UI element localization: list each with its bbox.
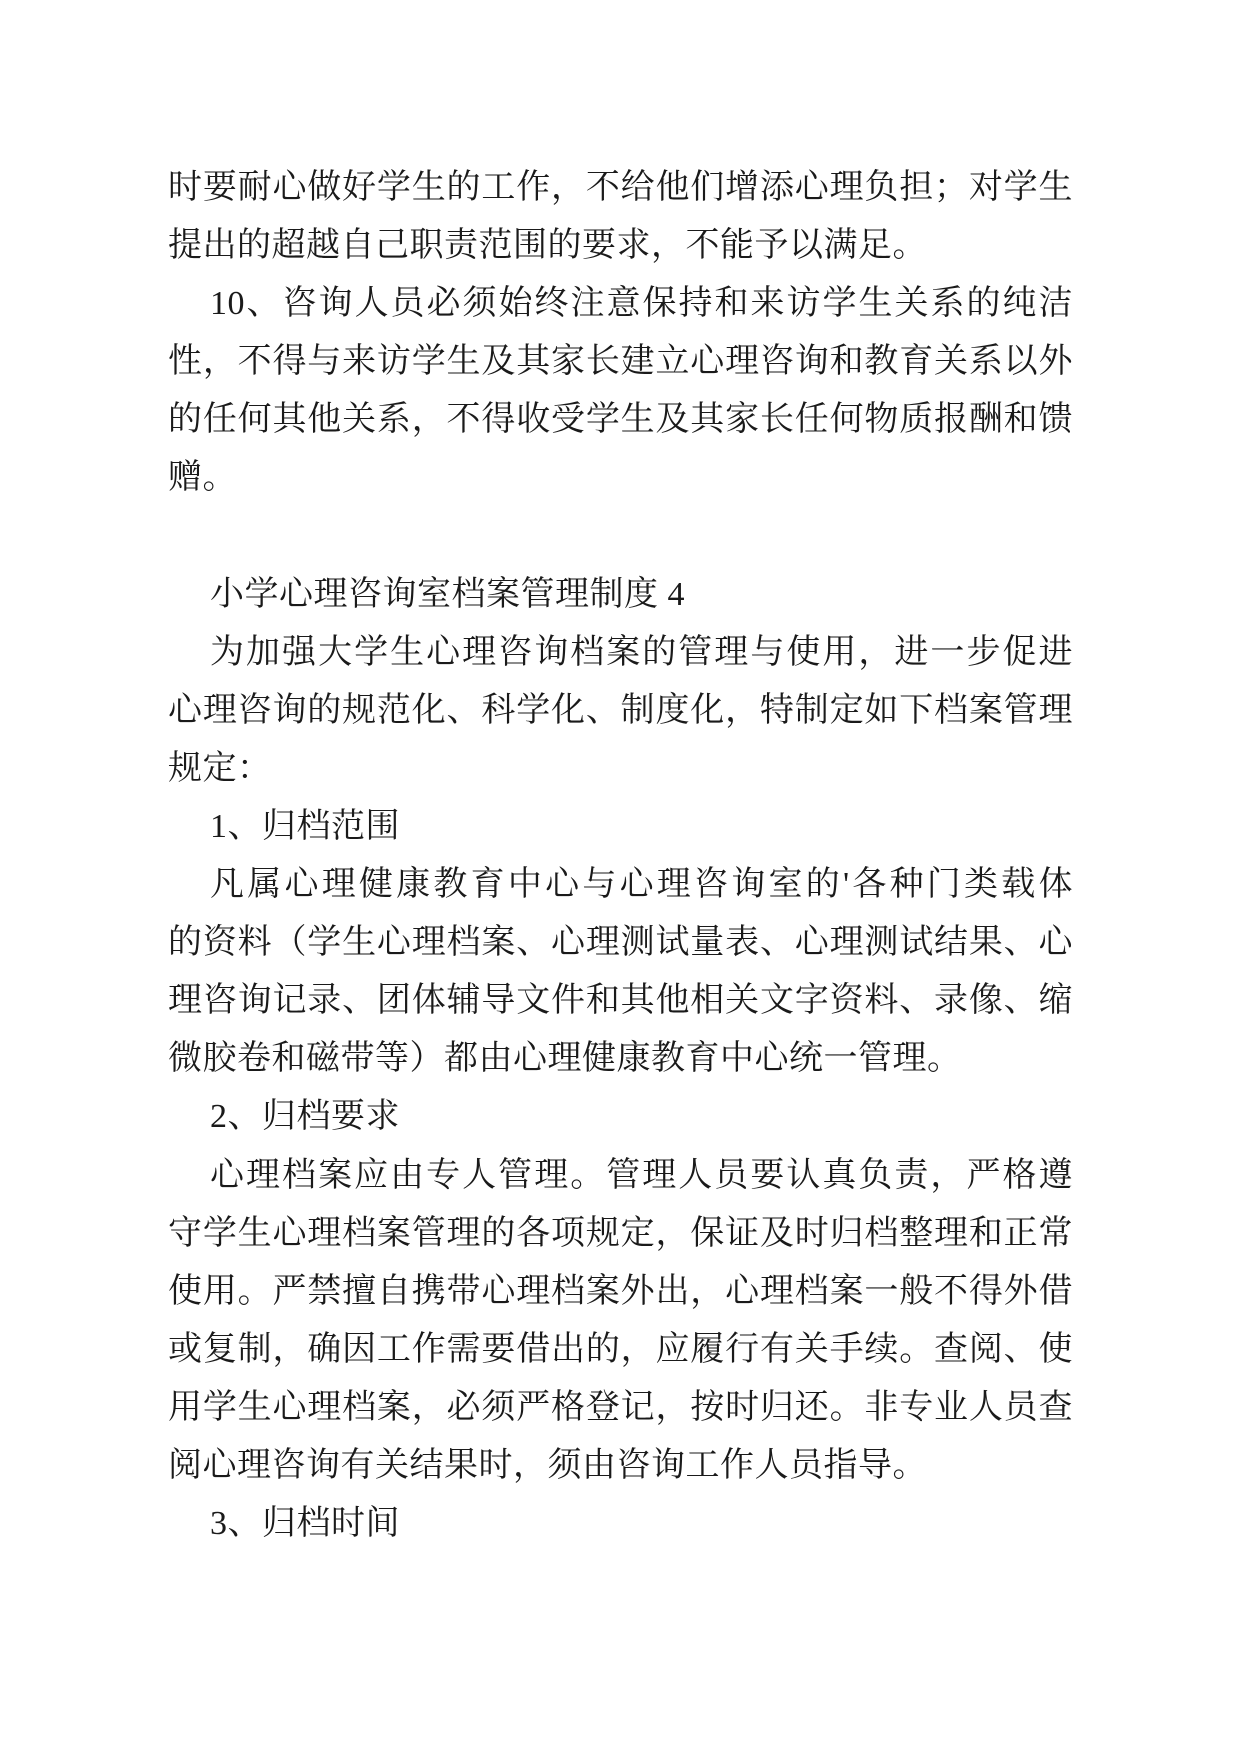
item-heading bbox=[168, 1088, 1073, 1146]
text-line: 心理档案应由专人管理。管理人员要认真负责，严格遵 bbox=[210, 1156, 1073, 1194]
text-line: 使用。严禁擅自携带心理档案外出，心理档案一般不得外借 bbox=[168, 1272, 1073, 1310]
text-line: 1、归档范围 bbox=[210, 807, 400, 845]
paragraph bbox=[168, 1147, 1073, 1496]
text-line: 守学生心理档案管理的各项规定，保证及时归档整理和正常 bbox=[168, 1214, 1073, 1252]
text-line: 2、归档要求 bbox=[210, 1098, 400, 1136]
text-line: 心理咨询的规范化、科学化、制度化，特制定如下档案管理 bbox=[168, 691, 1073, 729]
text-line: 的资料（学生心理档案、心理测试量表、心理测试结果、心 bbox=[168, 924, 1073, 962]
text-line: 3、归档时间 bbox=[210, 1505, 400, 1543]
text-line: 为加强大学生心理咨询档案的管理与使用，进一步促进 bbox=[210, 633, 1073, 671]
text-line: 赠。 bbox=[168, 459, 237, 497]
text-line: 理咨询记录、团体辅导文件和其他相关文字资料、录像、缩 bbox=[168, 982, 1073, 1020]
text-line: 性，不得与来访学生及其家长建立心理咨询和教育关系以外 bbox=[168, 343, 1073, 381]
text-line: 时要耐心做好学生的工作，不给他们增添心理负担；对学生 bbox=[168, 169, 1073, 206]
text-line: 微胶卷和磁带等）都由心理健康教育中心统一管理。 bbox=[168, 1040, 962, 1078]
text-line: 小学心理咨询室档案管理制度 4 bbox=[210, 575, 685, 613]
paragraph bbox=[168, 624, 1073, 798]
text-line: 或复制，确因工作需要借出的，应履行有关手续。查阅、使 bbox=[168, 1330, 1073, 1368]
text-line: 规定： bbox=[168, 749, 272, 787]
item-heading bbox=[168, 798, 1073, 856]
text-line: 阅心理咨询有关结果时，须由咨询工作人员指导。 bbox=[168, 1446, 927, 1484]
section-title bbox=[168, 566, 1073, 624]
paragraph bbox=[168, 275, 1073, 507]
item-heading bbox=[168, 1495, 1073, 1553]
text-line: 凡属心理健康教育中心与心理咨询室的'各种门类载体 bbox=[210, 866, 1073, 904]
document-text bbox=[168, 159, 1073, 1553]
paragraph bbox=[168, 159, 1073, 275]
paragraph bbox=[168, 856, 1073, 1088]
text-line: 的任何其他关系，不得收受学生及其家长任何物质报酬和馈 bbox=[168, 401, 1073, 439]
text-line: 10、咨询人员必须始终注意保持和来访学生关系的纯洁 bbox=[210, 285, 1073, 323]
text-line: 用学生心理档案，必须严格登记，按时归还。非专业人员查 bbox=[168, 1388, 1073, 1426]
text-line: 提出的超越自己职责范围的要求，不能予以满足。 bbox=[168, 227, 927, 265]
